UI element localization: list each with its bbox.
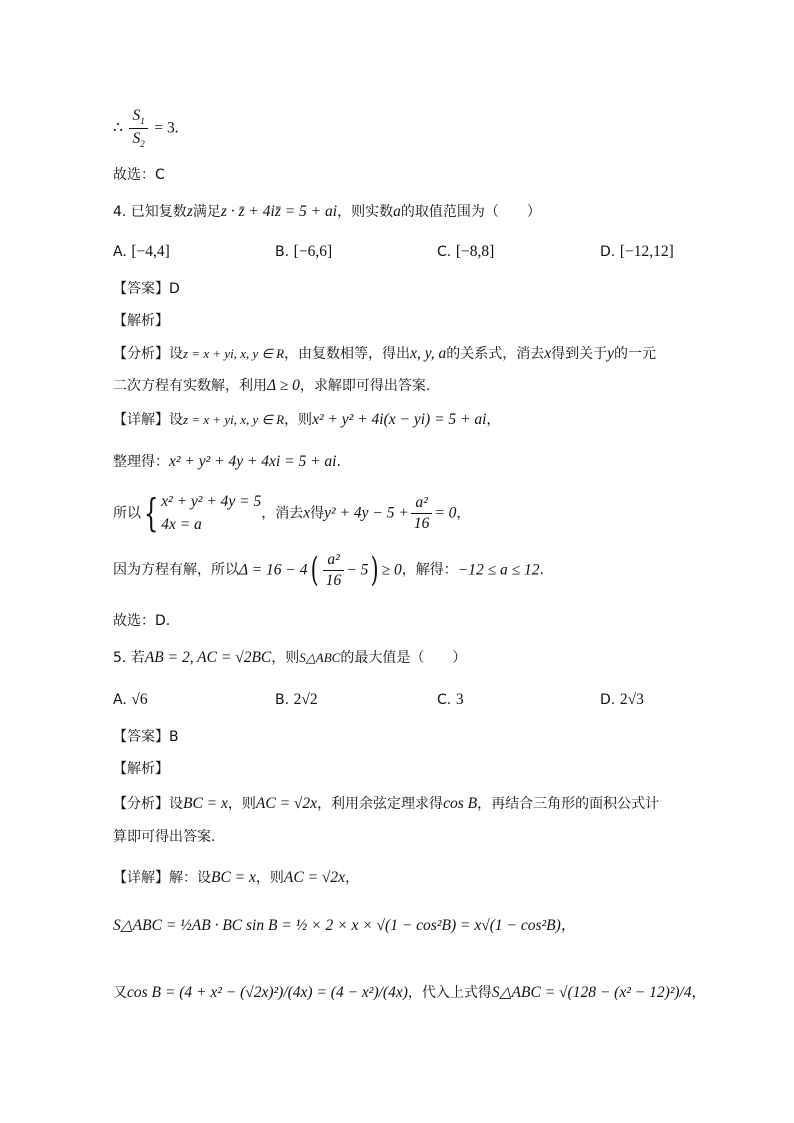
q4-detail-discriminant: 因为方程有解，所以Δ = 16 − 4( $\frac{\text{a²}}{16}$ − 5) ≥ 0，解得：−12 ≤ a ≤ 12. xyxy=(113,550,544,590)
q5-option-b: B. 2√2 xyxy=(275,691,318,708)
q4-answer: 【答案】D xyxy=(113,281,180,297)
conclusion-ratio: ∴ $\frac{S_1}{S_2}$ = 3. xyxy=(113,107,179,150)
q4-fenxi-line2: 二次方程有实数解，利用Δ ≥ 0，求解即可得出答案. xyxy=(113,377,431,394)
q4-detail-system: 所以{ x² + y² + 4y = 5 4x = a ，消去x得y² + 4y − 5 + $\frac{\text{a²}}{16}$ = 0， xyxy=(113,491,471,536)
choice-c: 故选：C xyxy=(113,167,165,183)
q5-option-d: D. 2√3 xyxy=(600,691,644,708)
q5-answer: 【答案】B xyxy=(113,729,179,745)
q4-option-a: A. [−4,4] xyxy=(113,243,170,260)
q5-area-formula: S△ABC = ½AB · BC sin B = ½ × 2 × x × √(1 − cos²B) = x√(1 − cos²B)， xyxy=(113,917,577,934)
q5-detail-line1: 【详解】解：设BC = x，则AC = √2x， xyxy=(113,869,360,886)
q4-option-b: B. [−6,6] xyxy=(275,243,333,260)
q4-analysis-head: 【解析】 xyxy=(113,313,169,329)
q5-fenxi-line1: 【分析】设BC = x，则AC = √2x，利用余弦定理求得cos B，再结合三角形的面积公式计 xyxy=(113,795,660,812)
q5-stem: 5. 若AB = 2, AC = √2BC，则S△ABC的最大值是（ ） xyxy=(113,649,467,666)
q4-option-c: C. [−8,8] xyxy=(437,243,495,260)
q5-analysis-head: 【解析】 xyxy=(113,761,169,777)
q5-option-a: A. √6 xyxy=(113,691,148,708)
q4-stem: 4. 已知复数z满足z · z̄ + 4iz̄ = 5 + ai，则实数a的取值范围为（ ） xyxy=(113,203,541,220)
q4-choice: 故选：D. xyxy=(113,613,171,629)
q5-option-c: C. 3 xyxy=(437,691,464,708)
q5-cos-line: 又cos B = (4 + x² − (√2x)²)/(4x) = (4 − x²)/(4x)，代入上式得S△ABC = √(128 − (x² − 12)²)/4， xyxy=(113,984,706,1001)
q4-option-d: D. [−12,12] xyxy=(600,243,674,260)
q4-fenxi-line1: 【分析】设z = x + yi, x, y ∈ R，由复数相等，得出x, y, a的关系式，消去x得到关于y的一元 xyxy=(113,345,656,362)
q5-fenxi-line2: 算即可得出答案. xyxy=(113,829,216,845)
q4-detail-line1: 【详解】设z = x + yi, x, y ∈ R，则x² + y² + 4i(x − yi) = 5 + ai， xyxy=(113,411,501,428)
q4-detail-line2: 整理得：x² + y² + 4y + 4xi = 5 + ai. xyxy=(113,453,341,470)
